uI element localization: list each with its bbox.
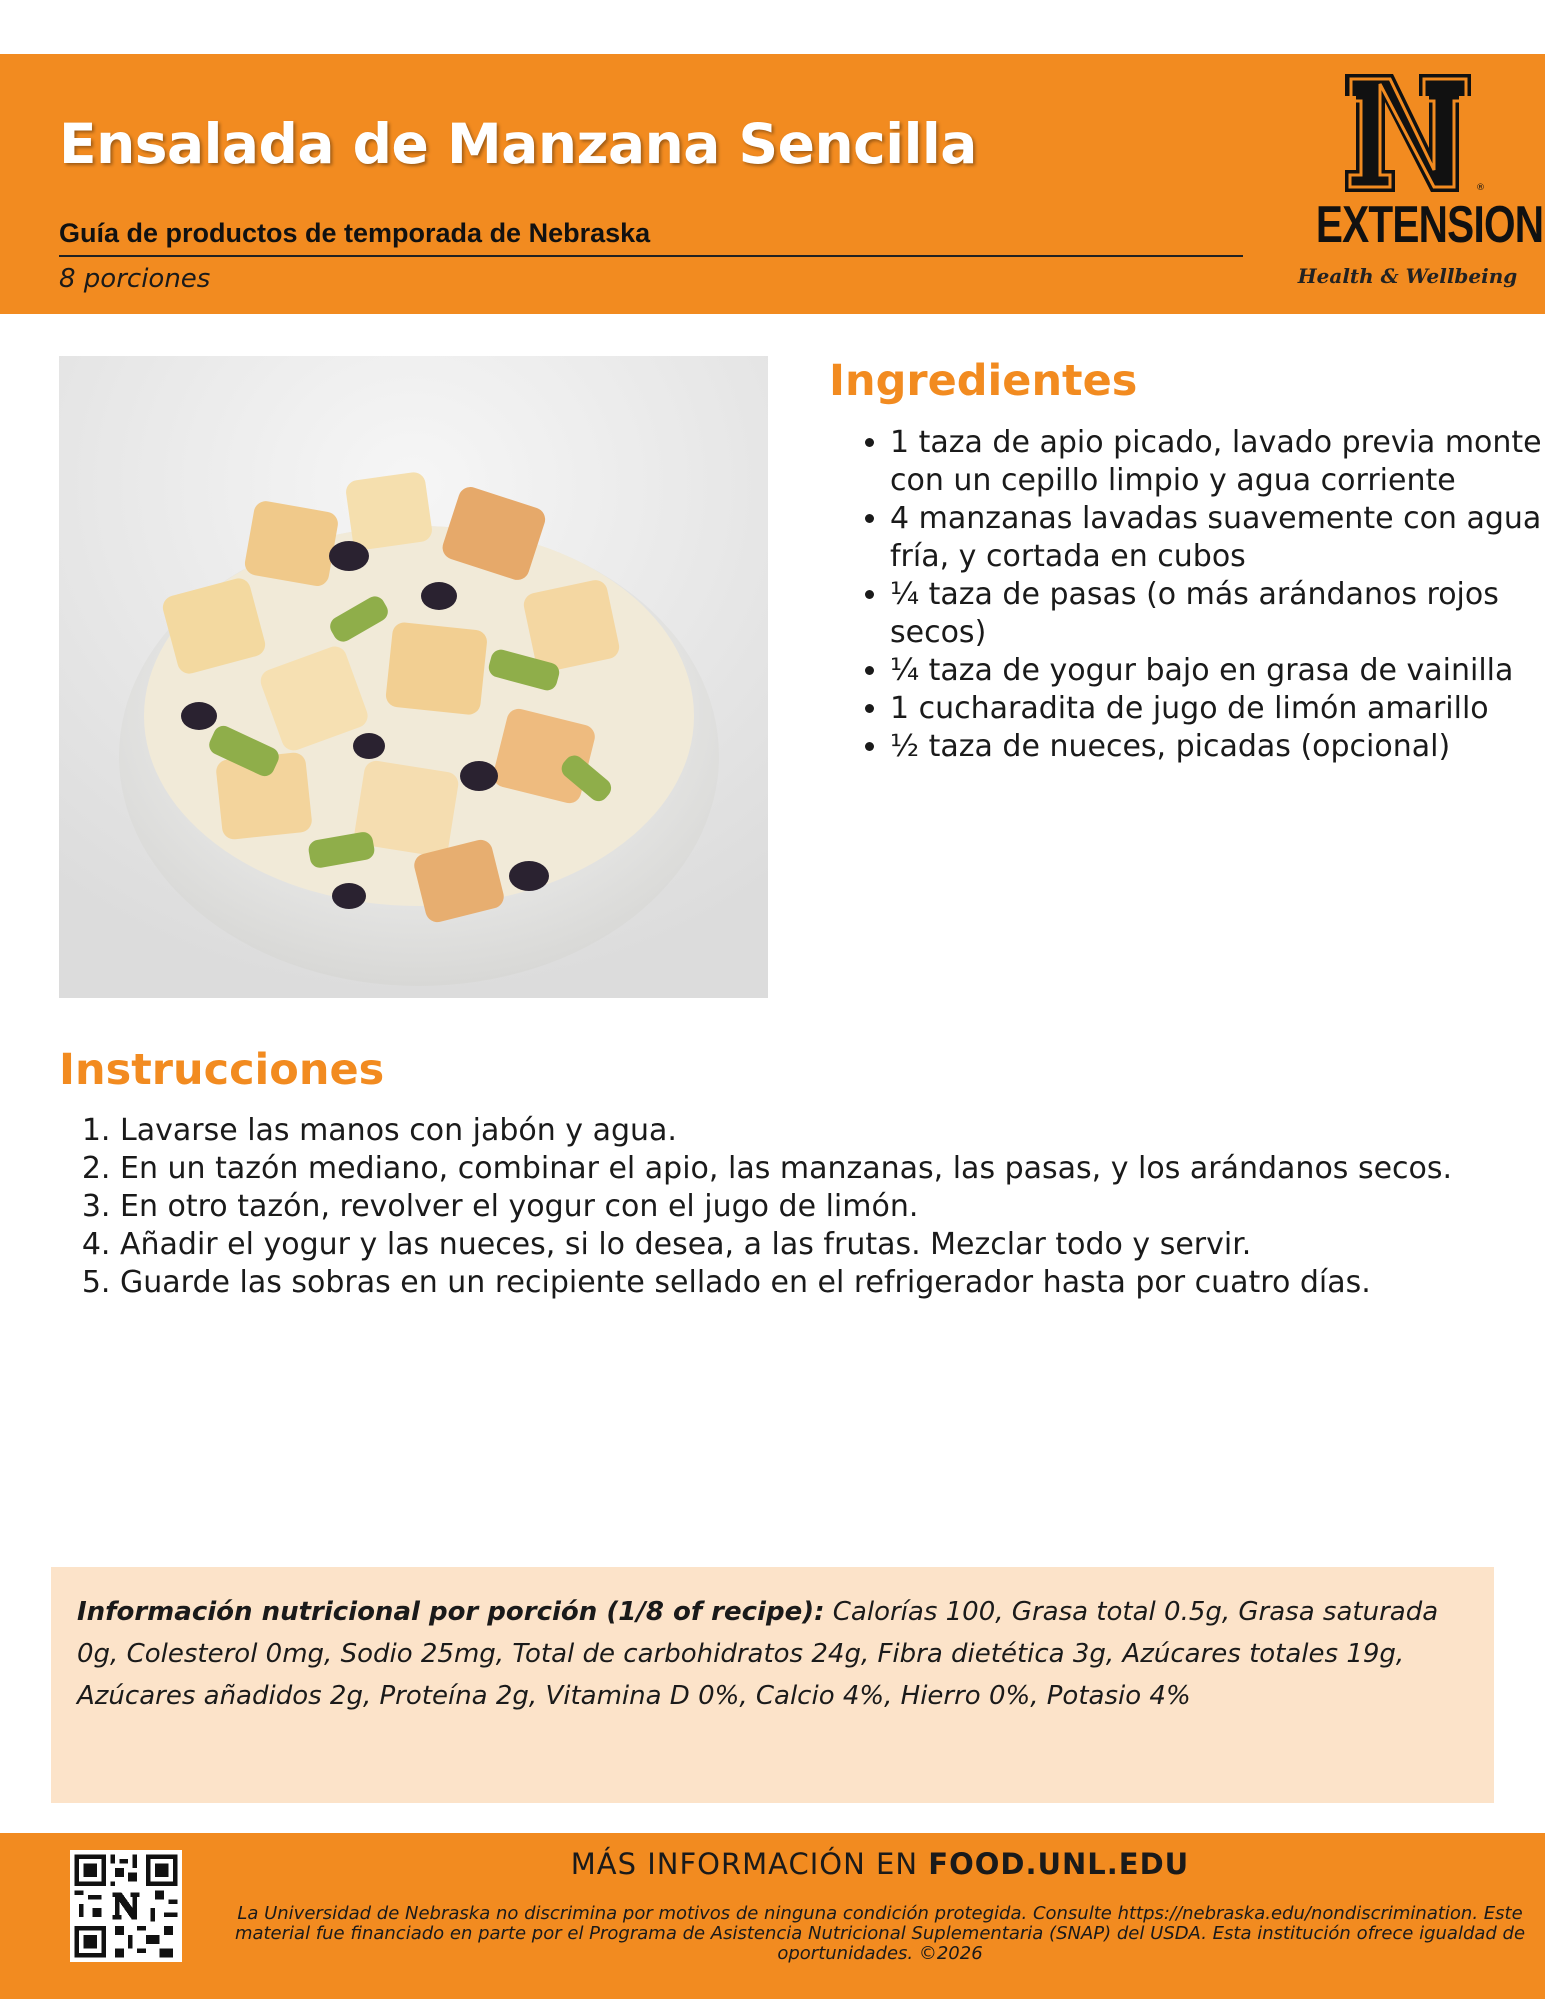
ingredients-heading: Ingredientes — [829, 356, 1138, 406]
list-item: • ¼ taza de pasas (o más arándanos rojos secos) — [890, 576, 1545, 652]
list-item: 2. En un tazón mediano, combinar el apio, las manzanas, las pasas, y los arándanos secos. — [120, 1150, 1540, 1188]
logo-tagline: Health & Wellbeing — [1297, 264, 1518, 288]
page-subtitle: Guía de productos de temporada de Nebraska — [59, 218, 651, 248]
list-item: • ¼ taza de yogur bajo en grasa de vainilla — [890, 652, 1545, 690]
list-item: • 4 manzanas lavadas suavemente con agua fría, y cortada en cubos — [890, 500, 1545, 576]
list-item: 1. Lavarse las manos con jabón y agua. — [120, 1112, 1540, 1150]
servings-label: 8 porciones — [59, 264, 211, 294]
instructions-heading: Instrucciones — [59, 1045, 385, 1095]
page-title: Ensalada de Manzana Sencilla — [59, 112, 977, 176]
list-item: • 1 cucharadita de jugo de limón amarillo — [890, 690, 1545, 728]
instructions-list — [82, 1112, 1540, 1302]
more-info-line — [230, 1847, 1530, 1881]
apple-salad-photo — [59, 356, 768, 998]
svg-text:®: ® — [1476, 183, 1485, 193]
logo-wordmark: EXTENSION — [1315, 196, 1544, 254]
ingredients-list — [854, 424, 1545, 766]
food-unl-edu-link[interactable]: FOOD.UNL.EDU — [928, 1847, 1190, 1881]
list-item: • ½ taza de nueces, picadas (opcional) — [890, 728, 1545, 766]
list-item: 5. Guarde las sobras en un recipiente sellado en el refrigerador hasta por cuatro días. — [120, 1264, 1540, 1302]
nutrition-label: Información nutricional por porción (1/8 of recipe): — [77, 1597, 825, 1627]
nutrition-info-box — [51, 1567, 1494, 1803]
list-item: 4. Añadir el yogur y las nueces, si lo desea, a las frutas. Mezclar todo y servir. — [120, 1226, 1540, 1264]
header-divider — [59, 255, 1243, 257]
nutrition-text: Calorías 100, Grasa total 0.5g, Grasa saturada 0g, Colesterol 0mg, Sodio 25mg, Total de carbohidratos 24g, Fibra dietética 3g, Azúcares totales 19g, Azúcares añadidos 2g, Proteína 2g, Vitamina D 0%, Calcio 4%, Hierro 0%, Potasio 4% — [77, 1597, 1439, 1711]
list-item: • 1 taza de apio picado, lavado previa monte con un cepillo limpio y agua corriente — [890, 424, 1545, 500]
nondiscrimination-statement: La Universidad de Nebraska no discrimina por motivos de ninguna condición protegida. Consulte https://nebraska.edu/nondiscrimination. Este material fue financiado en parte por el Programa de Asistencia Nutricional Suplementaria (SNAP) del USDA. Esta institución ofrece igualdad de oportunidades. ©2026 — [234, 1903, 1526, 1964]
qr-code-icon[interactable] — [70, 1850, 182, 1962]
more-info-prefix: MÁS INFORMACIÓN EN — [570, 1847, 929, 1881]
list-item: 3. En otro tazón, revolver el yogur con el jugo de limón. — [120, 1188, 1540, 1226]
